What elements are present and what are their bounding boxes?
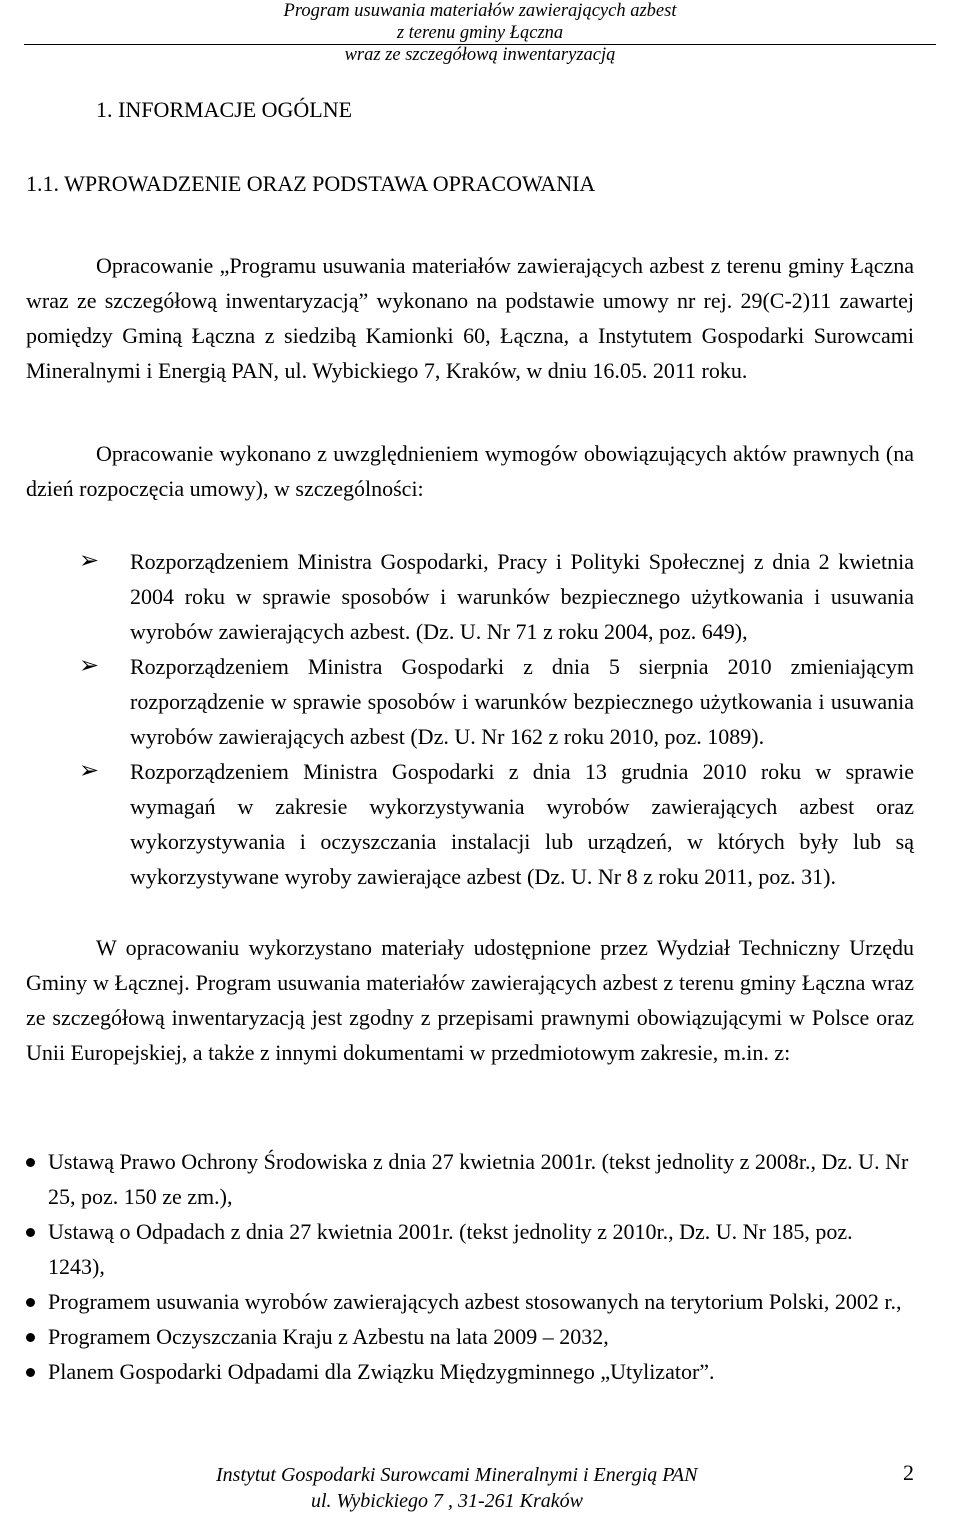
bullet-dot-icon — [26, 1333, 35, 1342]
list-item — [0, 649, 914, 754]
bullet-dot-icon — [26, 1228, 35, 1237]
arrow-bullet-icon: ➢ — [79, 548, 100, 574]
list-item — [0, 1144, 914, 1214]
footer-institute: Instytut Gospodarki Surowcami Mineralnymi i Energią PAN — [216, 1464, 698, 1486]
documents-list — [0, 1144, 960, 1389]
list-item-text: Planem Gospodarki Odpadami dla Związku Międzygminnego „Utylizator”. — [48, 1359, 715, 1384]
header-title-line1: Program usuwania materiałów zawierających azbest z terenu gminy Łączna — [283, 1, 677, 43]
paragraph-sources: W opracowaniu wykorzystano materiały udostępnione przez Wydział Techniczny Urzędu Gminy w Łącznej. Program usuwania materiałów zawierających azbest z terenu gminy Łączna wraz ze szczegółową inwentaryzacją jest zgodny z przepisami prawnymi obowiązującymi w Polsce oraz Unii Europejskiej, a także z innymi dokumentami w przedmiotowym zakresie, m.in. z: — [26, 935, 914, 1065]
arrow-bullet-icon: ➢ — [79, 653, 100, 679]
arrow-bullet-icon: ➢ — [79, 758, 100, 784]
list-item — [0, 1319, 914, 1354]
list-item — [0, 754, 914, 894]
section-heading: 1. INFORMACJE OGÓLNE — [96, 97, 353, 122]
regulations-list — [0, 544, 960, 894]
list-item-text: Rozporządzeniem Ministra Gospodarki z dnia 5 sierpnia 2010 zmieniającym rozporządzenie w sprawie sposobów i warunków bezpiecznego użytkowania i usuwania wyrobów zawierających azbest (Dz. U. Nr 162 z roku 2010, poz. 1089). — [130, 654, 914, 749]
bullet-dot-icon — [26, 1368, 35, 1377]
list-item — [0, 1214, 914, 1284]
list-item — [0, 544, 914, 649]
paragraph-legal-basis: Opracowanie wykonano z uwzględnieniem wymogów obowiązujących aktów prawnych (na dzień rozpoczęcia umowy), w szczególności: — [26, 441, 914, 501]
header-divider — [24, 44, 936, 45]
list-item-text: Programem Oczyszczania Kraju z Azbestu na lata 2009 – 2032, — [48, 1324, 609, 1349]
paragraph-contract: Opracowanie „Programu usuwania materiałów zawierających azbest z terenu gminy Łączna wraz ze szczegółową inwentaryzacją” wykonano na podstawie umowy nr rej. 29(C-2)11 zawartej pomiędzy Gminą Łączna z siedzibą Kamionki 60, Łączna, a Instytutem Gospodarki Surowcami Mineralnymi i Energią PAN, ul. Wybickiego 7, Kraków, w dniu 16.05. 2011 roku. — [26, 253, 914, 383]
bullet-dot-icon — [26, 1158, 35, 1167]
page-number: 2 — [903, 1460, 914, 1485]
list-item-text: Rozporządzeniem Ministra Gospodarki, Pracy i Polityki Społecznej z dnia 2 kwietnia 2004 roku w sprawie sposobów i warunków bezpiecznego użytkowania i usuwania wyrobów zawierających azbest. (Dz. U. Nr 71 z roku 2004, poz. 649), — [130, 549, 914, 644]
list-item-text: Programem usuwania wyrobów zawierających azbest stosowanych na terytorium Polski, 2002 r., — [48, 1289, 902, 1314]
list-item — [0, 1284, 914, 1319]
bullet-dot-icon — [26, 1298, 35, 1307]
list-item-text: Ustawą o Odpadach z dnia 27 kwietnia 2001r. (tekst jednolity z 2010r., Dz. U. Nr 185, poz. 1243), — [48, 1219, 853, 1279]
footer-address: ul. Wybickiego 7 , 31-261 Kraków — [311, 1490, 584, 1512]
header-title-line2: wraz ze szczegółową inwentaryzacją — [344, 45, 616, 65]
page-header — [0, 0, 960, 66]
list-item-text: Ustawą Prawo Ochrony Środowiska z dnia 27 kwietnia 2001r. (tekst jednolity z 2008r., Dz. U. Nr 25, poz. 150 ze zm.), — [48, 1149, 909, 1209]
subsection-heading: 1.1. WPROWADZENIE ORAZ PODSTAWA OPRACOWANIA — [26, 171, 596, 196]
list-item — [0, 1354, 914, 1389]
list-item-text: Rozporządzeniem Ministra Gospodarki z dnia 13 grudnia 2010 roku w sprawie wymagań w zakresie wykorzystywania wyrobów zawierających azbest oraz wykorzystywania i oczyszczania instalacji lub urządzeń, w których były lub są wykorzystywane wyroby zawierające azbest (Dz. U. Nr 8 z roku 2011, poz. 31). — [130, 759, 914, 889]
